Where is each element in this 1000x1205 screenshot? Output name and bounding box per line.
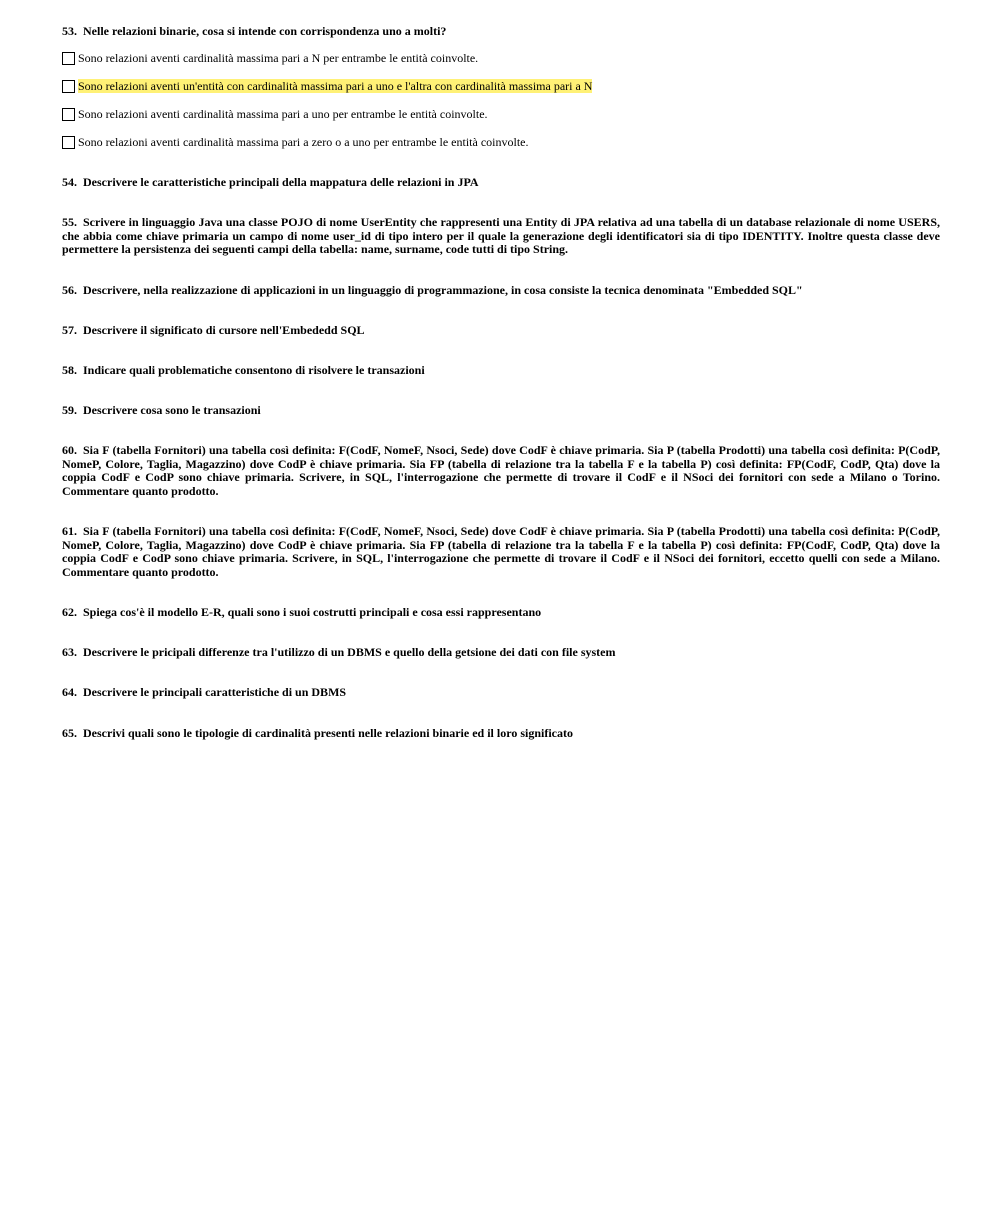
question-text: Descrivere le pricipali differenze tra l'utilizzo di un DBMS e quello della getsione dei dati con file system bbox=[83, 645, 616, 659]
question-number: 60. bbox=[62, 443, 77, 457]
option-text: Sono relazioni aventi cardinalità massima pari a zero o a uno per entrambe le entità coinvolte. bbox=[78, 135, 529, 149]
checkbox[interactable] bbox=[62, 52, 75, 65]
question-text: Sia F (tabella Fornitori) una tabella così definita: F(CodF, NomeF, Nsoci, Sede) dove CodF è chiave primaria. Sia P (tabella Prodotti) una tabella così definita: P(CodP, NomeP, Colore, Taglia, Magazzino) dove CodP è chiave primaria. Sia FP (tabella di relazione tra la tabella F e la tabella P) così definita: FP(CodF, CodP, Qta) dove la coppia CodF e CodP sono chiave primaria. Scrivere, in SQL, l'interrogazione che permette di trovare il CodF e il NSoci dei fornitori, eccetto quelli con sede a Milano. Commentare quanto prodotto. bbox=[62, 524, 940, 579]
question-number: 65. bbox=[62, 726, 77, 740]
question-61 bbox=[62, 525, 940, 579]
checkbox[interactable] bbox=[62, 108, 75, 121]
question-text: Indicare quali problematiche consentono di risolvere le transazioni bbox=[83, 363, 425, 377]
question-text: Descrivere le caratteristiche principali della mappatura delle relazioni in JPA bbox=[83, 175, 479, 189]
question-number: 64. bbox=[62, 685, 77, 699]
question-64 bbox=[62, 686, 346, 700]
question-number: 61. bbox=[62, 524, 77, 538]
question-number: 57. bbox=[62, 323, 77, 337]
question-65 bbox=[62, 727, 573, 741]
question-number: 55. bbox=[62, 215, 77, 229]
question-text: Sia F (tabella Fornitori) una tabella così definita: F(CodF, NomeF, Nsoci, Sede) dove CodF è chiave primaria. Sia P (tabella Prodotti) una tabella così definita: P(CodP, NomeP, Colore, Taglia, Magazzino) dove CodP è chiave primaria. Sia FP (tabella di relazione tra la tabella F e la tabella P) così definita: FP(CodF, CodP, Qta) dove la coppia CodF e CodP sono chiave primaria. Scrivere, in SQL, l'interrogazione che permette di trovare il CodF e il NSoci dei fornitori con sede a Milano o Torino. Commentare quanto prodotto. bbox=[62, 443, 940, 498]
question-text: Spiega cos'è il modello E-R, quali sono i suoi costrutti principali e cosa essi rappresentano bbox=[83, 605, 542, 619]
question-text: Nelle relazioni binarie, cosa si intende con corrispondenza uno a molti? bbox=[83, 24, 447, 38]
question-text: Descrivere le principali caratteristiche di un DBMS bbox=[83, 685, 347, 699]
question-number: 58. bbox=[62, 363, 77, 377]
answer-option-3[interactable] bbox=[62, 107, 488, 121]
checkbox[interactable] bbox=[62, 80, 75, 93]
option-text: Sono relazioni aventi cardinalità massima pari a N per entrambe le entità coinvolte. bbox=[78, 51, 479, 65]
question-number: 62. bbox=[62, 605, 77, 619]
question-63 bbox=[62, 646, 615, 660]
question-58 bbox=[62, 364, 425, 378]
question-number: 56. bbox=[62, 283, 77, 297]
answer-option-2[interactable] bbox=[62, 79, 592, 93]
question-text: Descrivere cosa sono le transazioni bbox=[83, 403, 261, 417]
question-56 bbox=[62, 284, 803, 298]
checkbox[interactable] bbox=[62, 136, 75, 149]
question-number: 54. bbox=[62, 175, 77, 189]
option-text: Sono relazioni aventi cardinalità massima pari a uno per entrambe le entità coinvolte. bbox=[78, 107, 488, 121]
question-55 bbox=[62, 216, 940, 257]
question-57 bbox=[62, 324, 365, 338]
question-62 bbox=[62, 606, 541, 620]
question-text: Descrivere il significato di cursore nell'Embededd SQL bbox=[83, 323, 365, 337]
question-number: 59. bbox=[62, 403, 77, 417]
question-text: Scrivere in linguaggio Java una classe POJO di nome UserEntity che rappresenti una Entity di JPA relativa ad una tabella di un database relazionale di nome USERS, che abbia come chiave primaria un campo di nome user_id di tipo intero per il quale la generazione degli identificatori sia di tipo IDENTITY. Inoltre questa classe deve permettere la persistenza dei seguenti campi della tabella: name, surname, code tutti di tipo String. bbox=[62, 215, 940, 256]
question-text: Descrivi quali sono le tipologie di cardinalità presenti nelle relazioni binarie ed il loro significato bbox=[83, 726, 573, 740]
question-60 bbox=[62, 444, 940, 498]
answer-option-1[interactable] bbox=[62, 51, 478, 65]
question-text: Descrivere, nella realizzazione di applicazioni in un linguaggio di programmazione, in cosa consiste la tecnica denominata "Embedded SQL" bbox=[83, 283, 803, 297]
answer-option-4[interactable] bbox=[62, 135, 529, 149]
question-number: 63. bbox=[62, 645, 77, 659]
option-text-highlighted: Sono relazioni aventi un'entità con cardinalità massima pari a uno e l'altra con cardinalità massima pari a N bbox=[78, 79, 593, 93]
question-53 bbox=[62, 25, 446, 39]
question-54 bbox=[62, 176, 479, 190]
question-59 bbox=[62, 404, 261, 418]
question-number: 53. bbox=[62, 24, 77, 38]
